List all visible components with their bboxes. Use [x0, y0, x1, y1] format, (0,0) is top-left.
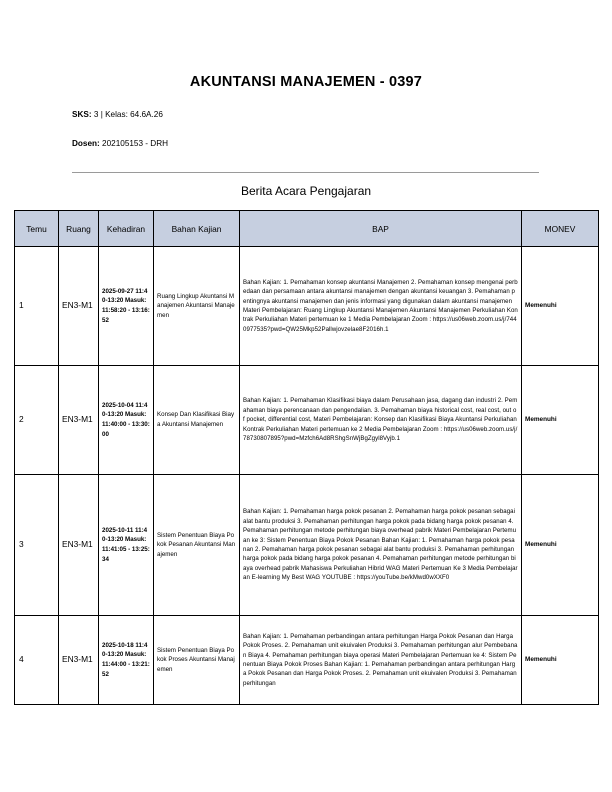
divider — [72, 172, 539, 173]
table-row — [15, 366, 599, 475]
dosen-info: Dosen: 202105153 - DRH — [72, 139, 169, 148]
kehadiran-cell: 2025-09-27 11:40-13:20 Masuk: 11:58:20 - 13:16:52 — [99, 247, 154, 366]
page-title: AKUNTANSI MANAJEMEN - 0397 — [189, 74, 423, 90]
ruang-cell: EN3-M1 — [59, 475, 99, 616]
kehadiran-cell: 2025-10-04 11:40-13:20 Masuk: 11:40:00 - 13:30:00 — [99, 366, 154, 475]
bahan-kajian-cell: Sistem Penentuan Biaya Pokok Pesanan Akuntansi Manajemen — [154, 475, 240, 616]
bap-cell: Bahan Kajian: 1. Pemahaman harga pokok pesanan 2. Pemahaman harga pokok pesanan sebagai alat bantu produksi 3. Pemahaman perhitungan harga pokok pada bidang harga pokok pesanan 4. Pemahaman perhitungan metode perhitungan biaya overhead pabrik Materi Pembelajaran Pertemuan ke 3: Sistem Penentuan Biaya Pokok Pesanan Bahan Kajian: 1. Pemahaman harga pokok pesanan 2. Pemahaman harga pokok pesanan sebagai alat bantu produksi 3. Pemahaman perhitungan harga pokok pada bidang harga pokok pesanan 4. Pemahaman perhitungan metode perhitungan biaya overhead pabrik Mahasiswa Perkuliahan Hibrid WAG Materi Pertemuan Ke 3 Media Pembelajaran E-learning My Best WAG YOUTUBE : https://youTube.be/kMwd0wXXF0 — [240, 475, 522, 616]
header-bahan-kajian: Bahan Kajian — [154, 211, 240, 247]
ruang-cell: EN3-M1 — [59, 366, 99, 475]
temu-cell: 1 — [15, 247, 59, 366]
monev-cell: Memenuhi — [522, 616, 599, 705]
table-header-row — [15, 211, 599, 247]
table-row — [15, 475, 599, 616]
monev-cell: Memenuhi — [522, 247, 599, 366]
sks-info: SKS: 3 | Kelas: 64.6A.26 — [72, 110, 163, 119]
header-bap: BAP — [240, 211, 522, 247]
dosen-value: 202105153 - DRH — [102, 139, 169, 148]
dosen-label: Dosen — [72, 139, 98, 148]
ruang-cell: EN3-M1 — [59, 247, 99, 366]
monev-cell: Memenuhi — [522, 475, 599, 616]
sks-value: 3 | Kelas: 64.6A.26 — [93, 110, 163, 119]
temu-cell: 3 — [15, 475, 59, 616]
sks-label: SKS — [72, 110, 89, 119]
header-kehadiran: Kehadiran — [99, 211, 154, 247]
section-title: Berita Acara Pengajaran — [240, 184, 372, 198]
kehadiran-cell: 2025-10-11 11:40-13:20 Masuk: 11:41:05 - 13:25:34 — [99, 475, 154, 616]
bap-cell: Bahan Kajian: 1. Pemahaman Klasifikasi biaya dalam Perusahaan jasa, dagang dan industri 2. Pemahaman biaya perencanaan dan pengendalian. 3. Pemahaman biaya historical cost, real cost, out of pocket, differential cost, Materi Pembelajaran: Konsep dan Klasifikasi Biaya Akuntansi Perkuliahan Kontrak Perkuliahan Materi pertemuan ke 2 Media Pembelajaran Zoom : https://us06web.zoom.us/j/78730807895?pwd=Mzfch6Ad8RShgSnWjBgZgyl8Vyjb.1 — [240, 366, 522, 475]
kehadiran-cell: 2025-10-18 11:40-13:20 Masuk: 11:44:00 - 13:21:52 — [99, 616, 154, 705]
monev-cell: Memenuhi — [522, 366, 599, 475]
temu-cell: 2 — [15, 366, 59, 475]
bap-cell: Bahan Kajian: 1. Pemahaman konsep akuntansi Manajemen 2. Pemahaman konsep mengenai perbedaan dan persamaan antara akuntansi manajemen dengan akuntansi keuangan 3. Pemahaman pentingnya akuntansi manajemen dan jenis informasi yang digunakan dalam akuntansi manajemen Materi Pembelajaran: Ruang Lingkup Akuntansi Manajemen Akuntansi Manajemen Perkuliahan Kontrak Perkuliahan Materi pertemuan ke 1 Media Pembelajaran Zoom : https://us06web.zoom.us/j/7440977535?pwd=QW25Mkp52Pallwjovzelae8F2016h.1 — [240, 247, 522, 366]
header-temu: Temu — [15, 211, 59, 247]
temu-cell: 4 — [15, 616, 59, 705]
bap-table — [14, 210, 599, 705]
bap-cell — [240, 616, 522, 705]
bahan-kajian-cell: Ruang Lingkup Akuntansi Manajemen Akuntansi Manajemen — [154, 247, 240, 366]
bahan-kajian-cell: Sistem Penentuan Biaya Pokok Proses Akuntansi Manajemen — [154, 616, 240, 705]
table-row — [15, 616, 599, 705]
header-ruang: Ruang — [59, 211, 99, 247]
ruang-cell: EN3-M1 — [59, 616, 99, 705]
table-row — [15, 247, 599, 366]
header-monev: MONEV — [522, 211, 599, 247]
bap-text: Bahan Kajian: 1. Pemahaman perbandingan antara perhitungan Harga Pokok Pesanan dan Harga Pokok Proses. 2. Pemahaman unit ekuivalen Produksi 3. Pemahaman perhitungan alur Pembebanan Biaya 4. Pemahaman perhitungan biaya operasi Materi Pembelajaran Pertemuan ke 4: Sistem Penentuan Biaya Pokok Proses Bahan Kajian: 1. Pemahaman perbandingan antara perhitungan Harga Pokok Pesanan dan Harga Pokok Proses. 2. Pemahaman unit ekuivalen Produksi 3. Pemahaman perhitungan — [243, 632, 518, 687]
bahan-kajian-cell: Konsep Dan Klasifikasi Biaya Akuntansi Manajemen — [154, 366, 240, 475]
